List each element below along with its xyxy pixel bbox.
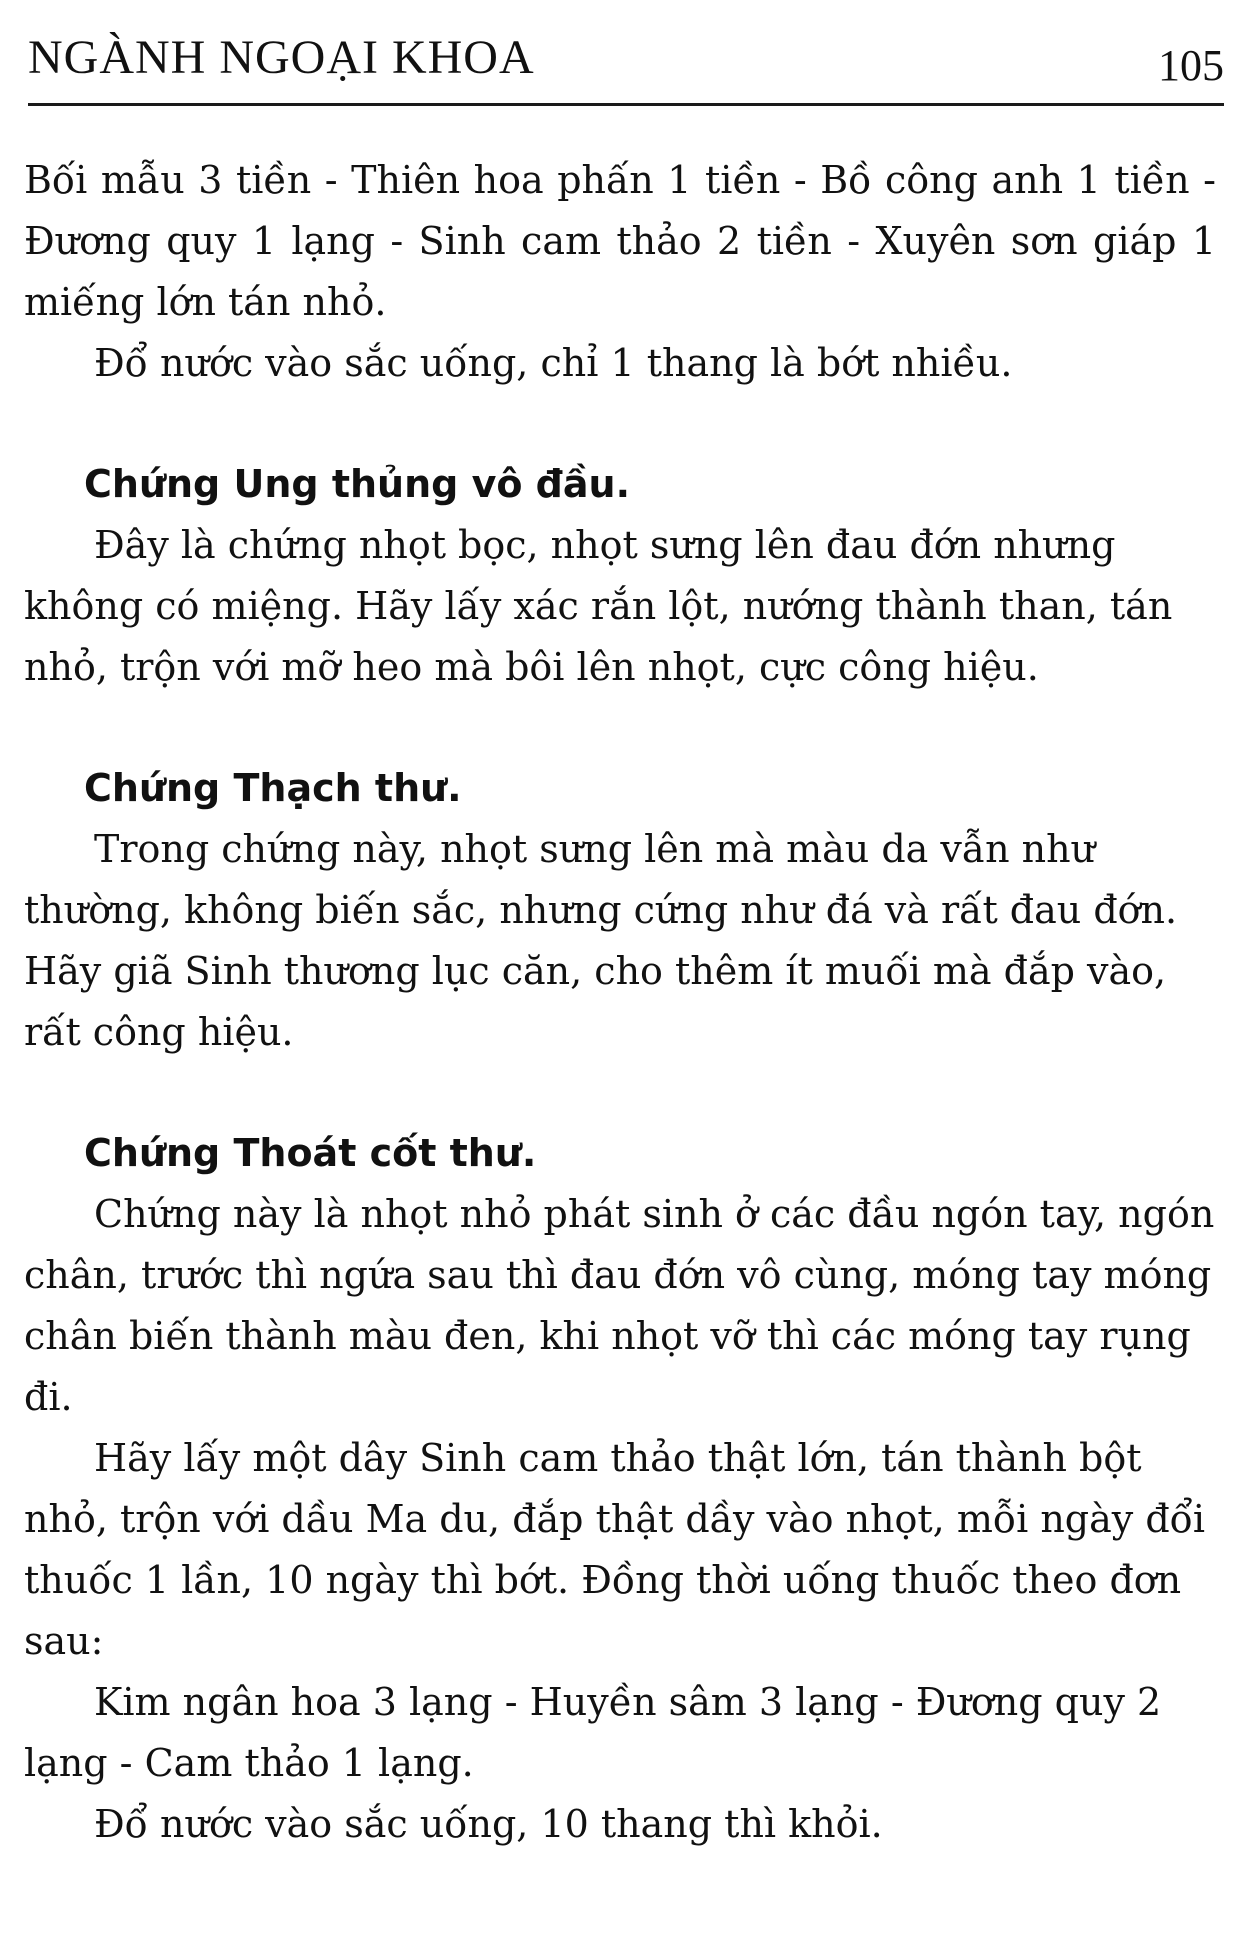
section-thach-thu: [24, 758, 1216, 1063]
page-number: 105: [1158, 41, 1224, 90]
running-header: [28, 28, 1224, 100]
section-heading: Chứng Ung thủng vô đầu.: [84, 462, 631, 506]
header-divider: [28, 103, 1224, 106]
page-body: [24, 150, 1216, 1855]
intro-recipe: Bối mẫu 3 tiền - Thiên hoa phấn 1 tiền - Bồ công anh 1 tiền - Đương quy 1 lạng - Sinh cam thảo 2 tiền - Xuyên sơn giáp 1 miếng lớn tán nhỏ.: [24, 158, 1216, 324]
section-paragraph: Đổ nước vào sắc uống, 10 thang thì khỏi.: [94, 1802, 883, 1846]
chapter-title: NGÀNH NGOẠI KHOA: [28, 31, 535, 84]
section-paragraph: Kim ngân hoa 3 lạng - Huyền sâm 3 lạng - Đương quy 2 lạng - Cam thảo 1 lạng.: [24, 1680, 1162, 1785]
section-paragraph: Chứng này là nhọt nhỏ phát sinh ở các đầu ngón tay, ngón chân, trước thì ngứa sau thì đau đớn vô cùng, móng tay móng chân biến thành màu đen, khi nhọt vỡ thì các móng tay rụng đi.: [24, 1192, 1215, 1419]
section-ung-thung-vo-dau: [24, 454, 1216, 698]
section-heading: Chứng Thạch thư.: [84, 766, 462, 810]
section-paragraph: Đây là chứng nhọt bọc, nhọt sưng lên đau đớn nhưng không có miệng. Hãy lấy xác rắn lột, nướng thành than, tán nhỏ, trộn với mỡ heo mà bôi lên nhọt, cực công hiệu.: [24, 523, 1173, 689]
section-thoat-cot-thu: [24, 1123, 1216, 1855]
section-paragraph: Trong chứng này, nhọt sưng lên mà màu da vẫn như thường, không biến sắc, nhưng cứng như đá và rất đau đớn. Hãy giã Sinh thương lục căn, cho thêm ít muối mà đắp vào, rất công hiệu.: [24, 827, 1178, 1054]
section-paragraph: Hãy lấy một dây Sinh cam thảo thật lớn, tán thành bột nhỏ, trộn với dầu Ma du, đắp thật dầy vào nhọt, mỗi ngày đổi thuốc 1 lần, 10 ngày thì bớt. Đồng thời uống thuốc theo đơn sau:: [24, 1436, 1206, 1663]
intro-usage: Đổ nước vào sắc uống, chỉ 1 thang là bớt nhiều.: [94, 341, 1013, 385]
section-heading: Chứng Thoát cốt thư.: [84, 1131, 537, 1175]
